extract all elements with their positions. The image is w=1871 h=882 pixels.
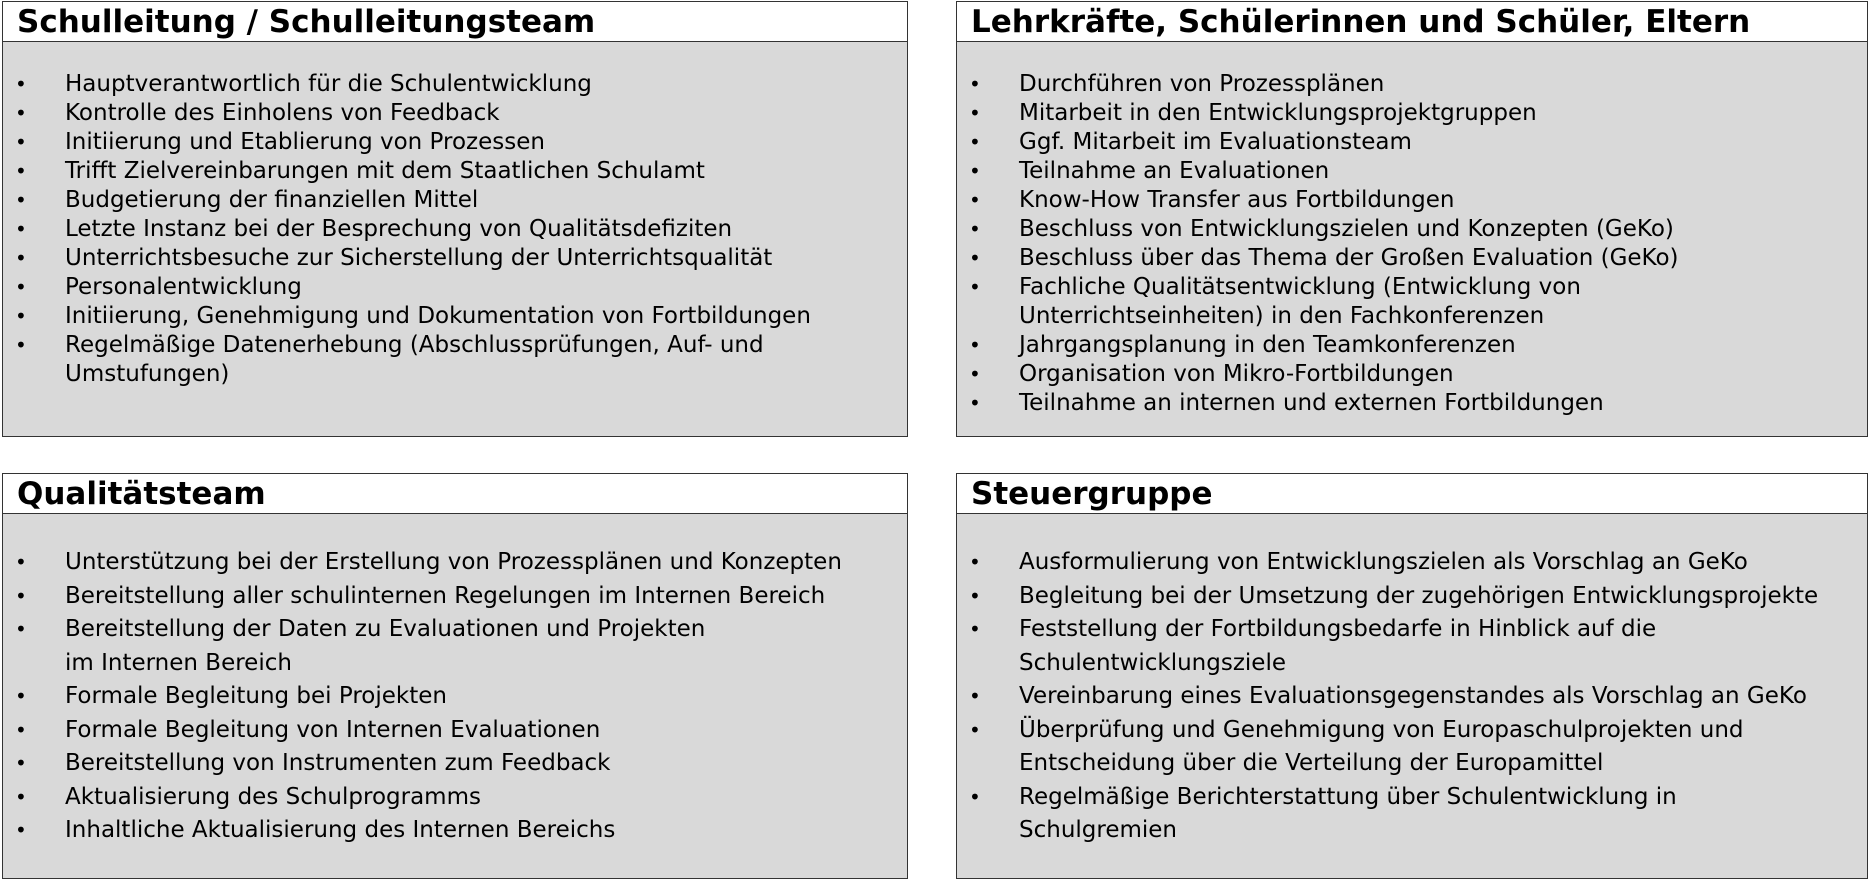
panel-title: Lehrkräfte, Schülerinnen und Schüler, Eltern <box>957 2 1867 42</box>
list-item: • Vereinbarung eines Evaluationsgegenstandes als Vorschlag an GeKo <box>957 680 1867 714</box>
list-item: • Personalentwicklung <box>3 273 907 302</box>
list-item: • Budgetierung der finanziellen Mittel <box>3 186 907 215</box>
list-item: • Kontrolle des Einholens von Feedback <box>3 99 907 128</box>
responsibility-list <box>3 514 907 848</box>
panel-title: Schulleitung / Schulleitungsteam <box>3 2 907 42</box>
panel-title: Qualitätsteam <box>3 474 907 514</box>
list-item: • Organisation von Mikro-Fortbildungen <box>957 360 1867 389</box>
list-item: • Ggf. Mitarbeit im Evaluationsteam <box>957 128 1867 157</box>
responsibility-list <box>957 514 1867 848</box>
list-item: • Durchführen von Prozessplänen <box>957 70 1867 99</box>
list-item: • Mitarbeit in den Entwicklungsprojektgruppen <box>957 99 1867 128</box>
list-item: • Fachliche Qualitätsentwicklung (Entwicklung von Unterrichtseinheiten) in den Fachkonferenzen <box>957 273 1867 331</box>
list-item: • Formale Begleitung bei Projekten <box>3 680 907 714</box>
list-item: • Regelmäßige Berichterstattung über Schulentwicklung in Schulgremien <box>957 781 1867 848</box>
panel-steuergruppe <box>956 473 1868 879</box>
list-item: • Formale Begleitung von Internen Evaluationen <box>3 714 907 748</box>
list-item: • Bereitstellung von Instrumenten zum Feedback <box>3 747 907 781</box>
list-item: • Feststellung der Fortbildungsbedarfe in Hinblick auf die Schulentwicklungsziele <box>957 613 1867 680</box>
list-item: • Unterrichtsbesuche zur Sicherstellung der Unterrichtsqualität <box>3 244 907 273</box>
list-item: • Begleitung bei der Umsetzung der zugehörigen Entwicklungsprojekte <box>957 580 1867 614</box>
list-item: • Regelmäßige Datenerhebung (Abschlussprüfungen, Auf- und Umstufungen) <box>3 331 907 389</box>
responsibility-list <box>957 42 1867 418</box>
list-item: • Ausformulierung von Entwicklungszielen als Vorschlag an GeKo <box>957 546 1867 580</box>
list-item: • Hauptverantwortlich für die Schulentwicklung <box>3 70 907 99</box>
list-item: • Bereitstellung der Daten zu Evaluationen und Projekten im Internen Bereich <box>3 613 907 680</box>
panel-title: Steuergruppe <box>957 474 1867 514</box>
list-item: • Trifft Zielvereinbarungen mit dem Staatlichen Schulamt <box>3 157 907 186</box>
responsibility-list <box>3 42 907 389</box>
list-item: • Beschluss von Entwicklungszielen und Konzepten (GeKo) <box>957 215 1867 244</box>
list-item: • Inhaltliche Aktualisierung des Internen Bereichs <box>3 814 907 848</box>
list-item: • Initiierung und Etablierung von Prozessen <box>3 128 907 157</box>
list-item: • Überprüfung und Genehmigung von Europaschulprojekten und Entscheidung über die Verteilung der Europamittel <box>957 714 1867 781</box>
list-item: • Teilnahme an Evaluationen <box>957 157 1867 186</box>
panel-schulleitung <box>2 1 908 437</box>
list-item: • Letzte Instanz bei der Besprechung von Qualitätsdefiziten <box>3 215 907 244</box>
list-item: • Bereitstellung aller schulinternen Regelungen im Internen Bereich <box>3 580 907 614</box>
list-item: • Jahrgangsplanung in den Teamkonferenzen <box>957 331 1867 360</box>
panel-qualitaetsteam <box>2 473 908 879</box>
list-item: • Initiierung, Genehmigung und Dokumentation von Fortbildungen <box>3 302 907 331</box>
list-item: • Know-How Transfer aus Fortbildungen <box>957 186 1867 215</box>
panel-lehrkraefte <box>956 1 1868 437</box>
list-item: • Unterstützung bei der Erstellung von Prozessplänen und Konzepten <box>3 546 907 580</box>
list-item: • Aktualisierung des Schulprogramms <box>3 781 907 815</box>
list-item: • Teilnahme an internen und externen Fortbildungen <box>957 389 1867 418</box>
list-item: • Beschluss über das Thema der Großen Evaluation (GeKo) <box>957 244 1867 273</box>
